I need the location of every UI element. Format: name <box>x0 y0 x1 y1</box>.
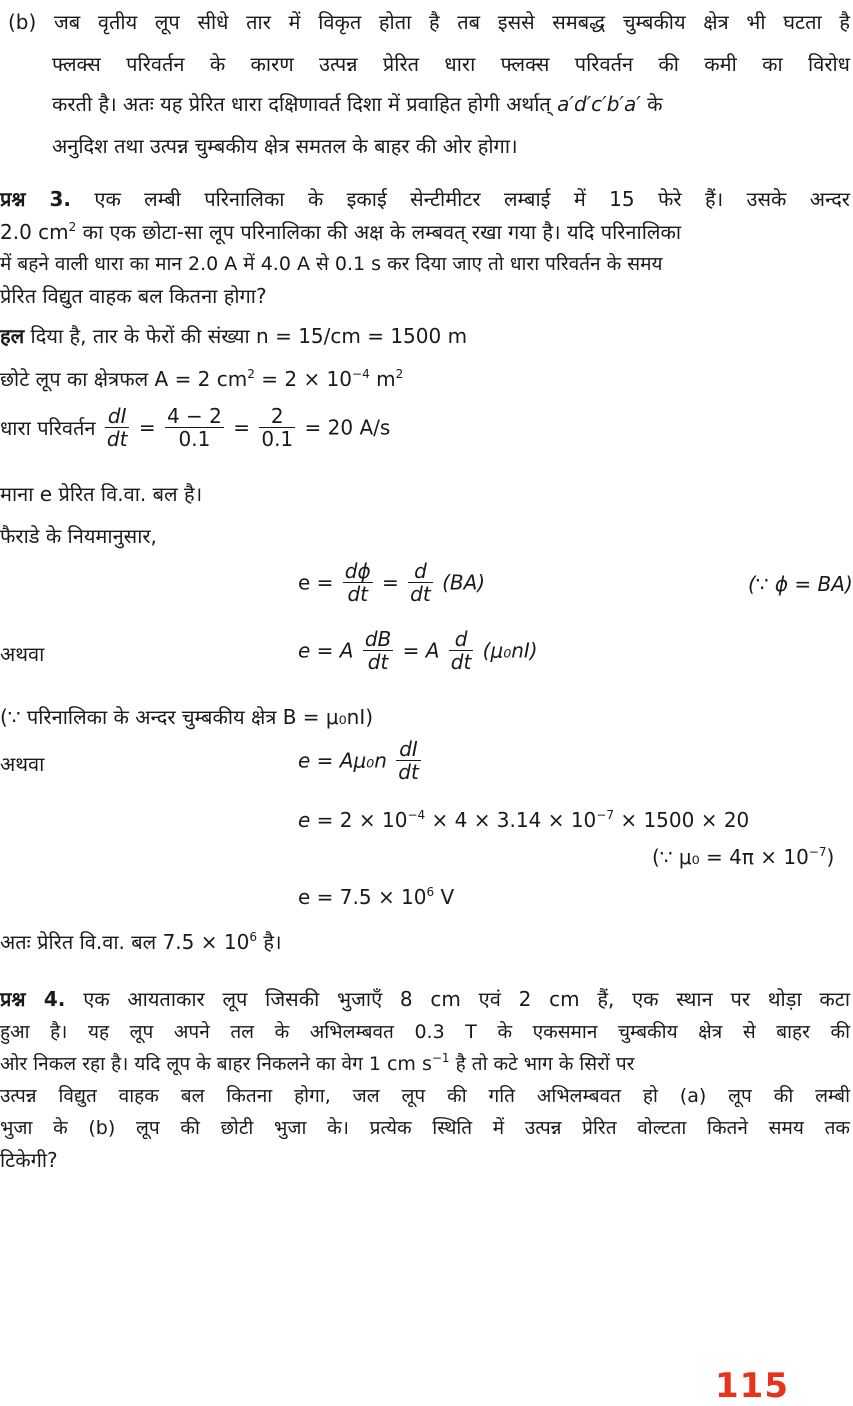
or-label-1: अथवा <box>0 642 45 666</box>
q4-line-4: उत्पन्न विद्युत वाहक बल कितना होगा, जल लूप की गति अभिलम्बवत हो (a) लूप की लम्बी <box>0 1085 850 1107</box>
q3-line-2: 2.0 $cm^2$ का एक छोटा-सा लूप परिनालिका की अक्ष के लम्बवत् रखा गया है। यदि परिनालिका <box>0 220 681 244</box>
equation-2: e = A $\frac{dB}{dt}$ = A $\frac{d}{dt}$ (μ₀nI) <box>298 627 538 674</box>
q4-line-2: हुआ है। यह लूप अपने तल के अभिलम्बवत 0.3 T के एकसमान चुम्बकीय क्षेत्र से बाहर की <box>0 1021 850 1043</box>
since-phi-note: (∵ ϕ = BA) <box>748 572 853 596</box>
since-b-note: (∵ परिनालिका के अन्दर चुम्बकीय क्षेत्र B = μ₀nI) <box>0 705 374 729</box>
equation-3: e = Aμ₀n $\frac{dI}{dt}$ <box>298 737 419 784</box>
conclusion-line: अतः प्रेरित वि.वा. बल $7.5 \times 10^6$ है। <box>0 930 282 954</box>
q4-line-6: टिकेगी? <box>0 1148 58 1172</box>
fraction-d-dt-2: $\frac{d}{dt}$ <box>450 627 472 674</box>
q4-line-1: प्रश्न 4. एक आयताकार लूप जिसकी भुजाएँ 8 cm एवं 2 cm हैं, एक स्थान पर थोड़ा कटा <box>0 987 851 1011</box>
faraday-line: फैराडे के नियमानुसार, <box>0 524 157 548</box>
equation-1: e = $\frac{d\phi}{dt}$ = $\frac{d}{dt}$ (BA) <box>298 559 486 606</box>
fraction-dB-dt: $\frac{dB}{dt}$ <box>364 627 392 674</box>
since-mu-note: (∵ $\mu_0 = 4\pi \times 10^{-7}$) <box>652 845 835 869</box>
fraction-2-over-01: $\frac{2}{0.1}$ <box>261 404 294 451</box>
fraction-d-dt: $\frac{d}{dt}$ <box>410 559 431 606</box>
part-b-line-3: करती है। अतः यह प्रेरित धारा दक्षिणावर्त दिशा में प्रवाहित होगी अर्थात् a′d′c′b′a′ के <box>52 92 663 116</box>
equation-4: $e = 2 \times 10^{-4} \times 4 \times 3.14 \times 10^{-7} \times 1500 \times 20$ <box>298 808 750 832</box>
equation-result: $e = 7.5 \times 10^6$ V <box>298 885 455 909</box>
fraction-dI-dt: $\frac{dI}{dt}$ <box>106 404 128 451</box>
area-line: छोटे लूप का क्षेत्रफल A = 2 $cm^2 = 2 \times 10^{-4}$ $m^2$ <box>0 367 404 391</box>
q3-label: प्रश्न 3. <box>0 187 72 211</box>
q3-line-1: प्रश्न 3. एक लम्बी परिनालिका के इकाई सेन्टीमीटर लम्बाई में 15 फेरे हैं। उसके अन्दर <box>0 187 850 211</box>
or-label-2: अथवा <box>0 752 45 776</box>
part-b-line-4: अनुदिश तथा उत्पन्न चुम्बकीय क्षेत्र समतल के बाहर की ओर होगा। <box>52 134 518 158</box>
fraction-dphi-dt: $\frac{d\phi}{dt}$ <box>344 559 371 606</box>
fraction-4-2-over-01: $\frac{4 - 2}{0.1}$ <box>166 404 222 451</box>
part-b-line-1: (b) जब वृतीय लूप सीधे तार में विकृत होता है तब इससे समबद्ध चुम्बकीय क्षेत्र भी घटता है <box>8 10 850 34</box>
fraction-dI-dt-2: $\frac{dI}{dt}$ <box>398 737 419 784</box>
solution-label: हल <box>0 324 25 348</box>
current-change-line: धारा परिवर्तन $\frac{dI}{dt}$ = $\frac{4 - 2}{0.1}$ = $\frac{2}{0.1}$ = 20 A/s <box>0 404 391 451</box>
solution-given: हल दिया है, तार के फेरों की संख्या n = 15/cm = 1500 m <box>0 324 468 348</box>
q3-line-3: में बहने वाली धारा का मान 2.0 A में 4.0 A से 0.1 s कर दिया जाए तो धारा परिवर्तन के समय <box>0 253 663 275</box>
q4-line-5: भुजा के (b) लूप की छोटी भुजा के। प्रत्येक स्थिति में उत्पन्न प्रेरित वोल्टता कितने समय तक <box>0 1117 850 1139</box>
loop-label: a′d′c′b′a′ <box>557 92 641 116</box>
assume-line: माना e प्रेरित वि.वा. बल है। <box>0 482 203 506</box>
q4-line-3: ओर निकल रहा है। यदि लूप के बाहर निकलने का वेग 1 cm $s^{-1}$ है तो कटे भाग के सिरों पर <box>0 1051 635 1075</box>
q3-line-4: प्रेरित विद्युत वाहक बल कितना होगा? <box>0 284 267 308</box>
q4-label: प्रश्न 4. <box>0 987 66 1011</box>
page-number: 115 <box>715 1366 789 1406</box>
part-b-line-2: फ्लक्स परिवर्तन के कारण उत्पन्न प्रेरित धारा फ्लक्स परिवर्तन की कमी का विरोध <box>52 52 850 76</box>
